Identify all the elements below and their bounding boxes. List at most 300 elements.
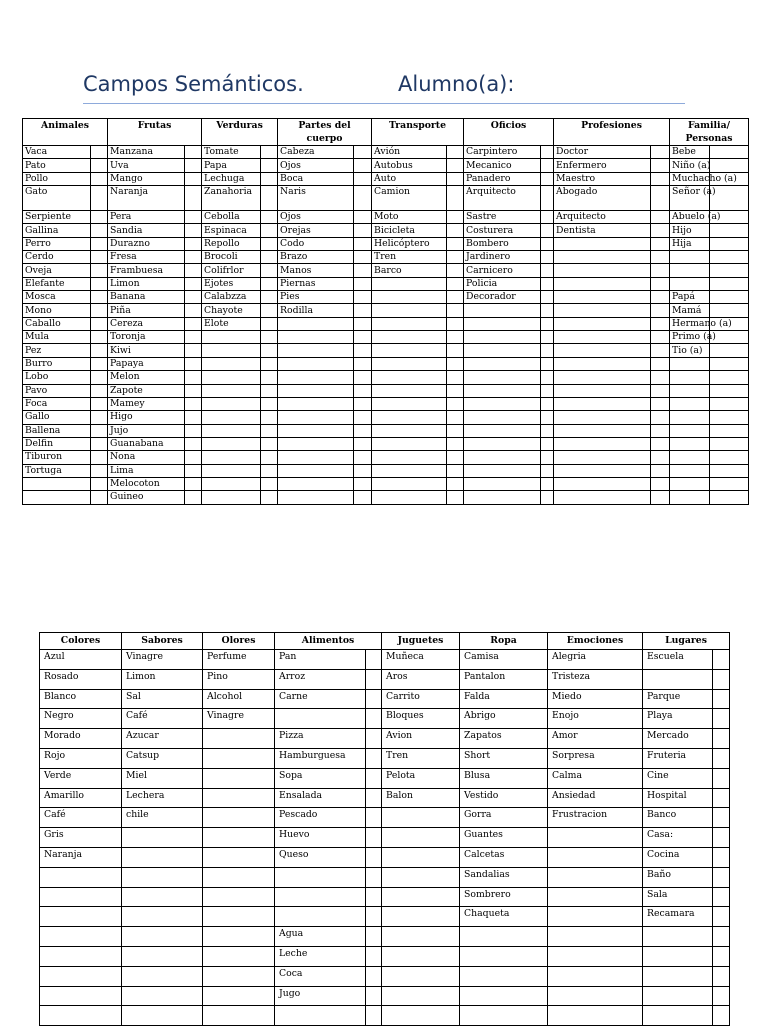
blank-cell	[261, 437, 278, 450]
column-header: Animales	[23, 119, 108, 146]
table-row	[40, 927, 730, 947]
table-cell: Piña	[108, 304, 185, 317]
blank-cell	[91, 159, 108, 172]
table-row	[40, 986, 730, 1006]
table-row	[23, 304, 749, 317]
title-underline	[83, 103, 685, 104]
table-cell: Ojos	[278, 159, 354, 172]
table-cell	[554, 371, 651, 384]
table-cell	[372, 304, 447, 317]
blank-cell	[541, 397, 554, 410]
blank-cell	[541, 159, 554, 172]
blank-cell	[366, 1006, 382, 1026]
table-cell	[203, 847, 275, 867]
blank-cell	[541, 317, 554, 330]
table-cell	[670, 251, 709, 264]
table-cell: Calabzza	[202, 291, 261, 304]
blank-cell	[447, 277, 464, 290]
blank-cell	[709, 371, 748, 384]
table-cell	[122, 907, 203, 927]
table-cell	[278, 464, 354, 477]
table-cell	[464, 411, 541, 424]
table-cell: Limon	[122, 669, 203, 689]
table-cell	[382, 1006, 460, 1026]
blank-cell	[91, 344, 108, 357]
table-cell: Gris	[40, 828, 122, 848]
table-cell: Lechuga	[202, 172, 261, 185]
table-cell	[382, 808, 460, 828]
table-cell	[670, 397, 709, 410]
table-cell: Camisa	[460, 650, 548, 670]
table-cell	[372, 464, 447, 477]
blank-cell	[541, 211, 554, 224]
table-cell: Carnicero	[464, 264, 541, 277]
table-cell	[460, 946, 548, 966]
blank-cell	[354, 237, 372, 250]
table-cell	[40, 986, 122, 1006]
table-cell: Morado	[40, 729, 122, 749]
table-cell: Blusa	[460, 768, 548, 788]
table-row	[40, 768, 730, 788]
table-cell: Miel	[122, 768, 203, 788]
table-cell	[464, 331, 541, 344]
blank-cell	[261, 344, 278, 357]
table-cell: Tristeza	[548, 669, 643, 689]
table-cell: Blanco	[40, 689, 122, 709]
table-cell: Mercado	[643, 729, 713, 749]
table-cell	[382, 887, 460, 907]
blank-cell	[447, 331, 464, 344]
table-cell: Repollo	[202, 237, 261, 250]
blank-cell	[651, 331, 670, 344]
table-cell	[643, 966, 713, 986]
blank-cell	[261, 159, 278, 172]
table-cell: Elote	[202, 317, 261, 330]
table-cell	[464, 437, 541, 450]
table-cell: Baño	[643, 867, 713, 887]
table-cell: Muchacho (a)	[670, 172, 709, 185]
table-cell	[554, 397, 651, 410]
table-cell	[122, 1006, 203, 1026]
table-cell: Falda	[460, 689, 548, 709]
blank-cell	[713, 748, 730, 768]
table-cell: Rosado	[40, 669, 122, 689]
table-cell: Tren	[382, 748, 460, 768]
blank-cell	[713, 788, 730, 808]
table-cell: Chayote	[202, 304, 261, 317]
table-row	[23, 224, 749, 237]
column-header: Frutas	[108, 119, 202, 146]
table-row	[23, 291, 749, 304]
column-header: Olores	[203, 633, 275, 650]
table-row	[23, 384, 749, 397]
table-cell: Pato	[23, 159, 91, 172]
blank-cell	[91, 277, 108, 290]
blank-cell	[713, 847, 730, 867]
table-cell: Perfume	[203, 650, 275, 670]
blank-cell	[366, 748, 382, 768]
table-cell	[372, 451, 447, 464]
blank-cell	[354, 331, 372, 344]
table-cell	[202, 464, 261, 477]
blank-cell	[541, 424, 554, 437]
table-cell: Sombrero	[460, 887, 548, 907]
blank-cell	[541, 357, 554, 370]
table-cell	[554, 344, 651, 357]
table-cell	[122, 946, 203, 966]
blank-cell	[261, 384, 278, 397]
blank-cell	[447, 451, 464, 464]
table-row	[40, 907, 730, 927]
table-cell	[554, 317, 651, 330]
table-cell: Hija	[670, 237, 709, 250]
blank-cell	[185, 211, 202, 224]
table-cell	[643, 927, 713, 947]
blank-cell	[261, 464, 278, 477]
table-cell: Playa	[643, 709, 713, 729]
blank-cell	[354, 186, 372, 211]
table-row	[23, 277, 749, 290]
table-cell	[464, 384, 541, 397]
blank-cell	[541, 172, 554, 185]
table-cell: Serpiente	[23, 211, 91, 224]
table-cell: Pizza	[275, 729, 366, 749]
table-cell	[554, 264, 651, 277]
table-cell: Balon	[382, 788, 460, 808]
blank-cell	[709, 304, 748, 317]
blank-cell	[185, 397, 202, 410]
table-cell: Arquitecto	[554, 211, 651, 224]
table-cell	[643, 986, 713, 1006]
table-cell	[670, 411, 709, 424]
blank-cell	[709, 146, 748, 159]
table-cell	[554, 424, 651, 437]
table-cell: Pantalon	[460, 669, 548, 689]
table-cell	[278, 491, 354, 504]
table-cell	[278, 371, 354, 384]
table-cell	[460, 986, 548, 1006]
blank-cell	[541, 437, 554, 450]
table-cell	[460, 966, 548, 986]
column-header: Colores	[40, 633, 122, 650]
table-cell	[278, 397, 354, 410]
blank-cell	[91, 172, 108, 185]
table-row	[40, 828, 730, 848]
table-cell: Pino	[203, 669, 275, 689]
table-cell: Bombero	[464, 237, 541, 250]
table-cell: Negro	[40, 709, 122, 729]
table-cell: Higo	[108, 411, 185, 424]
blank-cell	[185, 384, 202, 397]
table-cell: Alcohol	[203, 689, 275, 709]
blank-cell	[185, 304, 202, 317]
table-cell	[202, 411, 261, 424]
table-cell	[548, 946, 643, 966]
blank-cell	[185, 464, 202, 477]
table-cell: Ejotes	[202, 277, 261, 290]
blank-cell	[354, 211, 372, 224]
table-row	[23, 371, 749, 384]
table-cell: Sala	[643, 887, 713, 907]
blank-cell	[91, 237, 108, 250]
table-cell	[278, 317, 354, 330]
table-cell	[372, 491, 447, 504]
table-cell	[40, 907, 122, 927]
blank-cell	[541, 291, 554, 304]
blank-cell	[366, 808, 382, 828]
blank-cell	[354, 277, 372, 290]
column-header: Ropa	[460, 633, 548, 650]
blank-cell	[651, 237, 670, 250]
table-cell: Parque	[643, 689, 713, 709]
table-cell: Lechera	[122, 788, 203, 808]
table-cell	[670, 277, 709, 290]
table-cell: Gallo	[23, 411, 91, 424]
blank-cell	[366, 966, 382, 986]
blank-cell	[185, 451, 202, 464]
table-cell: Foca	[23, 397, 91, 410]
blank-cell	[713, 1006, 730, 1026]
table-cell	[372, 317, 447, 330]
blank-cell	[366, 828, 382, 848]
table-cell: Caballo	[23, 317, 91, 330]
blank-cell	[261, 277, 278, 290]
table-cell: Sandia	[108, 224, 185, 237]
table-cell	[554, 251, 651, 264]
table-cell	[122, 847, 203, 867]
blank-cell	[447, 371, 464, 384]
table-cell: Naranja	[40, 847, 122, 867]
blank-cell	[91, 397, 108, 410]
table-cell: Tomate	[202, 146, 261, 159]
table-cell	[202, 371, 261, 384]
column-header: Verduras	[202, 119, 278, 146]
table-cell: Cerdo	[23, 251, 91, 264]
blank-cell	[713, 887, 730, 907]
table-cell: Pera	[108, 211, 185, 224]
blank-cell	[185, 437, 202, 450]
table-row	[23, 211, 749, 224]
blank-cell	[651, 172, 670, 185]
table-cell	[464, 371, 541, 384]
blank-cell	[709, 397, 748, 410]
table-cell	[372, 331, 447, 344]
table-cell	[203, 729, 275, 749]
table-cell	[202, 344, 261, 357]
table-cell: Decorador	[464, 291, 541, 304]
table-cell	[40, 946, 122, 966]
table-cell	[670, 384, 709, 397]
blank-cell	[185, 159, 202, 172]
table-cell: Policia	[464, 277, 541, 290]
blank-cell	[354, 159, 372, 172]
table-cell	[670, 371, 709, 384]
table-row	[40, 689, 730, 709]
blank-cell	[91, 437, 108, 450]
table-header-row	[40, 633, 730, 650]
table-cell: Moto	[372, 211, 447, 224]
blank-cell	[709, 451, 748, 464]
blank-cell	[91, 211, 108, 224]
table-cell: Mula	[23, 331, 91, 344]
blank-cell	[261, 172, 278, 185]
table-cell	[464, 477, 541, 490]
blank-cell	[709, 424, 748, 437]
table-cell	[372, 411, 447, 424]
table-cell: Panadero	[464, 172, 541, 185]
table-cell	[275, 887, 366, 907]
table-cell	[122, 887, 203, 907]
table-cell	[670, 491, 709, 504]
table-cell: Hamburguesa	[275, 748, 366, 768]
table-cell	[554, 237, 651, 250]
blank-cell	[91, 331, 108, 344]
table-cell	[554, 304, 651, 317]
blank-cell	[651, 357, 670, 370]
blank-cell	[709, 357, 748, 370]
blank-cell	[541, 251, 554, 264]
table-cell	[382, 907, 460, 927]
table-row	[23, 477, 749, 490]
table-cell	[548, 1006, 643, 1026]
table-cell	[203, 946, 275, 966]
table-cell: Mosca	[23, 291, 91, 304]
table-row	[23, 317, 749, 330]
table-cell: Miedo	[548, 689, 643, 709]
table-cell: Costurera	[464, 224, 541, 237]
table-cell	[122, 966, 203, 986]
table-cell: Frambuesa	[108, 264, 185, 277]
blank-cell	[713, 946, 730, 966]
blank-cell	[185, 224, 202, 237]
table-cell	[203, 828, 275, 848]
table-cell: Azul	[40, 650, 122, 670]
table-cell: Sastre	[464, 211, 541, 224]
column-header: Transporte	[372, 119, 464, 146]
table-row	[23, 159, 749, 172]
blank-cell	[185, 186, 202, 211]
blank-cell	[651, 451, 670, 464]
table-cell	[670, 464, 709, 477]
blank-cell	[91, 224, 108, 237]
table-cell	[122, 828, 203, 848]
table-cell: Rodilla	[278, 304, 354, 317]
blank-cell	[541, 237, 554, 250]
blank-cell	[185, 146, 202, 159]
table-cell: Hijo	[670, 224, 709, 237]
blank-cell	[447, 464, 464, 477]
table-cell: Gato	[23, 186, 91, 211]
table-cell	[278, 357, 354, 370]
blank-cell	[366, 768, 382, 788]
table-cell	[382, 867, 460, 887]
table-row	[40, 946, 730, 966]
table-cell: Naris	[278, 186, 354, 211]
blank-cell	[91, 304, 108, 317]
table-cell	[202, 357, 261, 370]
table-cell: Abogado	[554, 186, 651, 211]
blank-cell	[447, 411, 464, 424]
table-cell	[670, 437, 709, 450]
blank-cell	[651, 317, 670, 330]
table-cell: Doctor	[554, 146, 651, 159]
blank-cell	[354, 172, 372, 185]
table-cell: Tren	[372, 251, 447, 264]
table-cell	[278, 331, 354, 344]
blank-cell	[91, 384, 108, 397]
column-header: Juguetes	[382, 633, 460, 650]
blank-cell	[447, 159, 464, 172]
table-cell	[202, 384, 261, 397]
table-row	[23, 186, 749, 211]
table-cell: Frustracion	[548, 808, 643, 828]
table-cell	[554, 357, 651, 370]
blank-cell	[713, 966, 730, 986]
table-cell: Coca	[275, 966, 366, 986]
blank-cell	[354, 357, 372, 370]
blank-cell	[354, 304, 372, 317]
table-row	[23, 397, 749, 410]
table-cell: Recamara	[643, 907, 713, 927]
blank-cell	[261, 357, 278, 370]
blank-cell	[709, 237, 748, 250]
table-row	[23, 146, 749, 159]
blank-cell	[713, 650, 730, 670]
blank-cell	[447, 424, 464, 437]
blank-cell	[261, 371, 278, 384]
blank-cell	[447, 317, 464, 330]
table-cell: Autobus	[372, 159, 447, 172]
blank-cell	[185, 172, 202, 185]
blank-cell	[366, 709, 382, 729]
table-cell: Papa	[202, 159, 261, 172]
blank-cell	[366, 867, 382, 887]
table-cell	[278, 437, 354, 450]
table-cell: Ballena	[23, 424, 91, 437]
blank-cell	[185, 237, 202, 250]
blank-cell	[366, 907, 382, 927]
blank-cell	[651, 159, 670, 172]
table-cell: Jujo	[108, 424, 185, 437]
table-cell	[554, 411, 651, 424]
table-row	[23, 264, 749, 277]
table-cell: Colifrlor	[202, 264, 261, 277]
table-cell	[278, 424, 354, 437]
table-cell: Naranja	[108, 186, 185, 211]
table-cell	[382, 966, 460, 986]
table-cell	[460, 927, 548, 947]
blank-cell	[651, 464, 670, 477]
table-cell: Pavo	[23, 384, 91, 397]
table-cell	[464, 424, 541, 437]
table-cell	[202, 491, 261, 504]
table-row	[23, 464, 749, 477]
blank-cell	[91, 464, 108, 477]
table-cell	[278, 411, 354, 424]
blank-cell	[447, 437, 464, 450]
table-cell: Espinaca	[202, 224, 261, 237]
table-row	[40, 966, 730, 986]
column-header: Sabores	[122, 633, 203, 650]
table-cell: Señor (a)	[670, 186, 709, 211]
table-cell	[548, 966, 643, 986]
table-cell	[670, 264, 709, 277]
table-row	[23, 344, 749, 357]
table-cell	[460, 1006, 548, 1026]
blank-cell	[185, 424, 202, 437]
table-cell: Mono	[23, 304, 91, 317]
blank-cell	[354, 146, 372, 159]
